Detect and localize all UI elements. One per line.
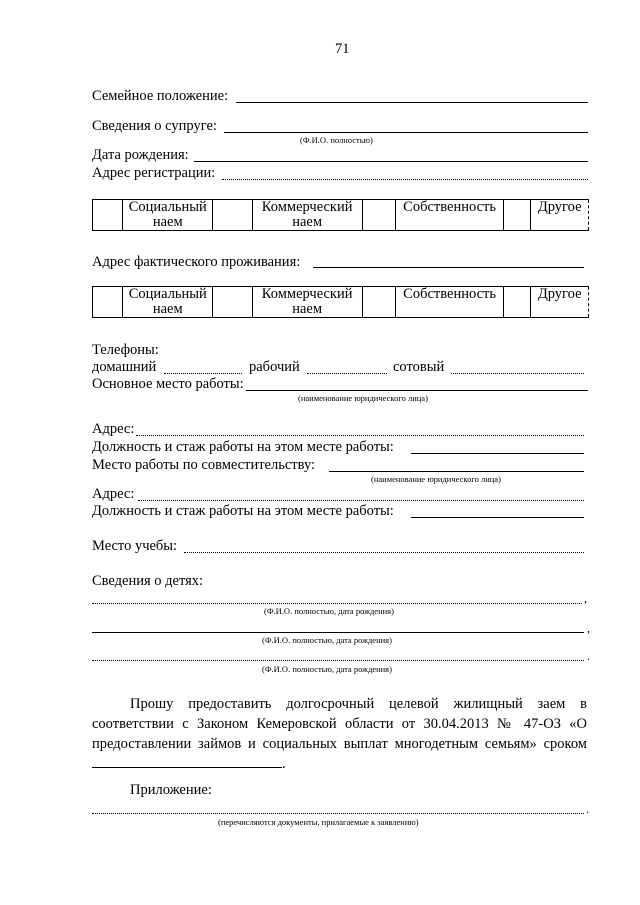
housing-checkbox[interactable] [362, 200, 395, 231]
housing-checkbox[interactable] [504, 287, 531, 318]
housing-option-social: Социальный наем [123, 287, 213, 318]
work-phone-label: рабочий [249, 359, 300, 375]
part-time-field[interactable] [329, 471, 584, 472]
housing-option-commercial: Коммерческий наем [252, 287, 362, 318]
actual-address-field[interactable] [313, 267, 584, 268]
housing-option-ownership: Собственность [396, 287, 504, 318]
page-number: 71 [335, 41, 350, 57]
request-end: . [282, 756, 286, 772]
position-field-2[interactable] [411, 517, 584, 518]
child-hint-1: (Ф.И.О. полностью, дата рождения) [264, 606, 394, 616]
request-text: Прошу предоставить долгосрочный целевой жилищный заем в соответствии с Законом Кемеровской области от 30.04.2013 № 47-ОЗ «О предоставлении займов и социальных выплат многодетным семьям» сроком [92, 696, 587, 752]
housing-checkbox[interactable] [213, 200, 252, 231]
main-job-field[interactable] [246, 390, 588, 391]
main-job-hint: (наименование юридического лица) [298, 393, 428, 403]
position-field[interactable] [411, 453, 584, 454]
mobile-phone-field[interactable] [451, 373, 584, 374]
phones-label: Телефоны: [92, 342, 159, 358]
comma: , [587, 621, 590, 635]
reg-address-label: Адрес регистрации: [92, 165, 216, 181]
part-time-label: Место работы по совместительству: [92, 457, 316, 473]
home-phone-label: домашний [92, 359, 157, 375]
spouse-hint: (Ф.И.О. полностью) [300, 135, 373, 145]
period: . [586, 802, 589, 816]
part-time-address-field[interactable] [138, 500, 584, 501]
comma: , [584, 591, 587, 605]
housing-option-commercial: Коммерческий наем [252, 200, 362, 231]
part-time-hint: (наименование юридического лица) [371, 474, 501, 484]
term-field[interactable] [92, 755, 282, 768]
period: . [587, 649, 590, 663]
reg-address-field[interactable] [222, 179, 588, 180]
home-phone-field[interactable] [164, 373, 242, 374]
housing-option-ownership: Собственность [396, 200, 504, 231]
child-hint-2: (Ф.И.О. полностью, дата рождения) [262, 635, 392, 645]
position-label: Должность и стаж работы на этом месте работы: [92, 439, 394, 455]
marital-status-label: Семейное положение: [92, 88, 229, 104]
job-address-label: Адрес: [92, 421, 135, 437]
children-label: Сведения о детях: [92, 573, 204, 589]
attachment-label: Приложение: [130, 782, 212, 798]
child-field-2[interactable] [92, 632, 584, 633]
housing-checkbox[interactable] [504, 200, 531, 231]
child-hint-3: (Ф.И.О. полностью, дата рождения) [262, 664, 392, 674]
housing-option-social: Социальный наем [123, 200, 213, 231]
position-label-2: Должность и стаж работы на этом месте работы: [92, 503, 394, 519]
housing-checkbox[interactable] [213, 287, 252, 318]
attachment-hint: (перечисляются документы, прилагаемые к заявлению) [218, 817, 419, 827]
actual-address-label: Адрес фактического проживания: [92, 254, 301, 270]
job-address-field[interactable] [136, 435, 584, 436]
housing-option-other: Другое [531, 200, 589, 231]
housing-checkbox[interactable] [93, 200, 123, 231]
spouse-field[interactable] [224, 132, 588, 133]
housing-checkbox[interactable] [93, 287, 123, 318]
marital-status-field[interactable] [236, 102, 588, 103]
housing-option-other: Другое [531, 287, 589, 318]
mobile-phone-label: сотовый [393, 359, 445, 375]
main-job-label: Основное место работы: [92, 376, 244, 392]
child-field-3[interactable] [92, 660, 584, 661]
attachment-field[interactable] [92, 813, 584, 814]
work-phone-field[interactable] [307, 373, 387, 374]
request-paragraph [92, 694, 587, 774]
part-time-address-label: Адрес: [92, 486, 135, 502]
spouse-label: Сведения о супруге: [92, 118, 217, 134]
study-field[interactable] [184, 552, 584, 553]
birth-date-label: Дата рождения: [92, 147, 189, 163]
birth-date-field[interactable] [194, 161, 588, 162]
housing-table-registration [92, 199, 589, 231]
housing-checkbox[interactable] [362, 287, 395, 318]
child-field-1[interactable] [92, 603, 582, 604]
study-label: Место учебы: [92, 538, 178, 554]
housing-table-actual [92, 286, 589, 318]
